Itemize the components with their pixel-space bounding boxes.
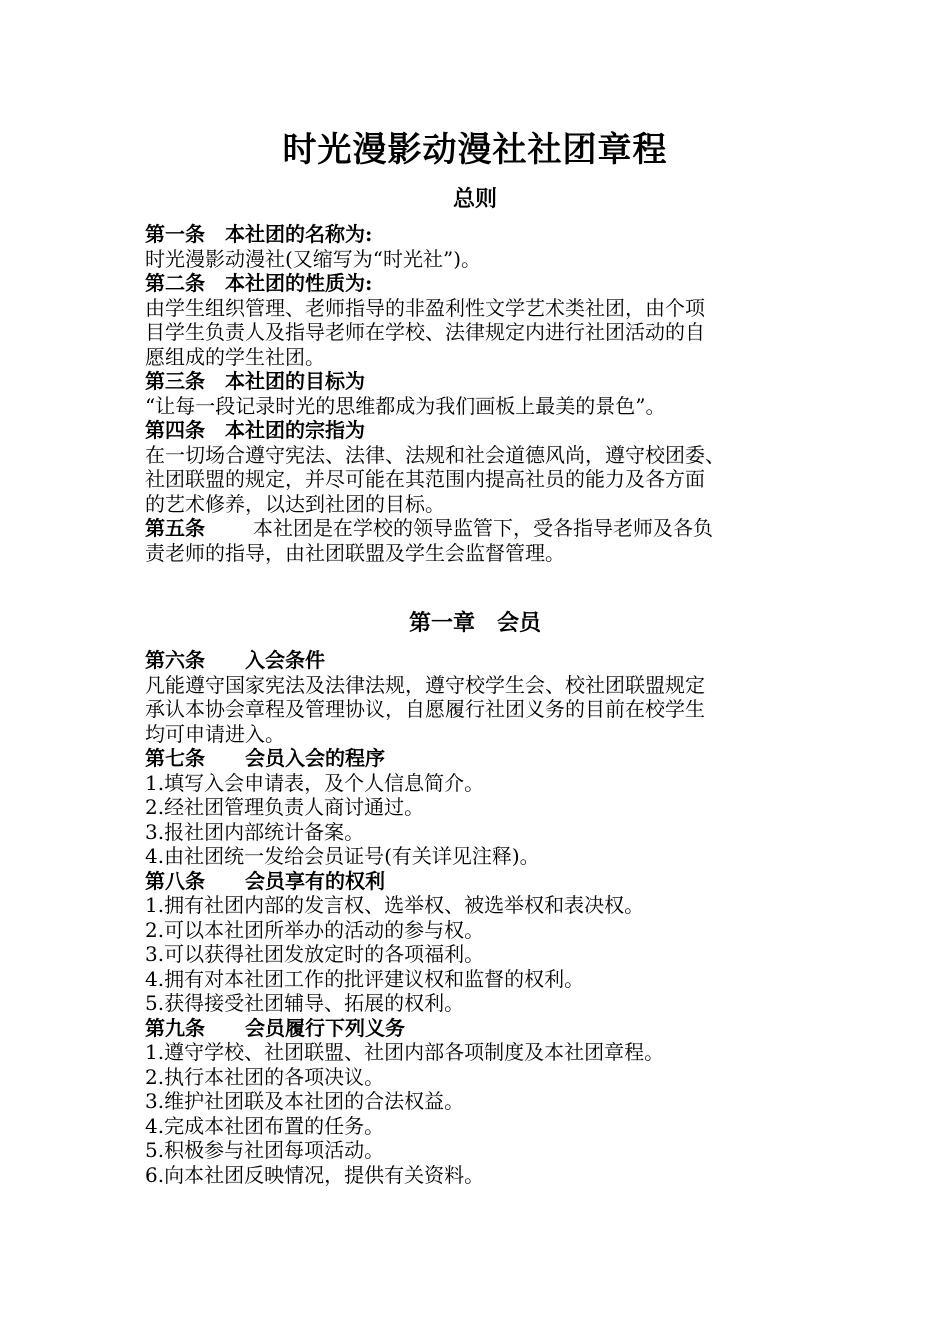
article-5-text: 本社团是在学校的领导监管下，受各指导老师及各负 <box>253 516 713 540</box>
article-2-heading: 第二条 本社团的性质为: <box>145 271 373 295</box>
article-7-heading: 第七条 会员入会的程序 <box>145 746 385 770</box>
article-6-text: 均可申请进入。 <box>145 721 285 746</box>
list-item: 1.遵守学校、社团联盟、社团内部各项制度及本社团章程。 <box>145 1040 665 1064</box>
article-6-text: 凡能遵守国家宪法及法律法规，遵守校学生会、校社团联盟规定 <box>145 672 705 697</box>
list-item: 4.拥有对本社团工作的批评建议权和监督的权利。 <box>145 966 585 991</box>
list-item: 2.可以本社团所举办的活动的参与权。 <box>145 917 485 942</box>
list-item: 3.报社团内部统计备案。 <box>145 819 365 844</box>
article-9-heading: 第九条 会员履行下列义务 <box>145 1015 405 1040</box>
article-2-text: 目学生负责人及指导老师在学校、法律规定内进行社团活动的自 <box>145 320 705 344</box>
list-item: 6.向本社团反映情况，提供有关资料。 <box>145 1162 485 1187</box>
chapter-1-body <box>145 648 810 1187</box>
article-4-heading: 第四条 本社团的宗指为 <box>145 418 365 442</box>
list-item: 3.维护社团联及本社团的合法权益。 <box>145 1089 465 1113</box>
list-item: 2.执行本社团的各项决议。 <box>145 1064 385 1089</box>
document-title: 时光漫影动漫社社团章程 <box>282 130 668 170</box>
list-item: 2.经社团管理负责人商讨通过。 <box>145 795 425 819</box>
list-item: 1.填写入会申请表，及个人信息简介。 <box>145 770 485 795</box>
article-4-text: 社团联盟的规定，并尽可能在其范围内提高社员的能力及各方面 <box>145 467 705 491</box>
article-5-text: 责老师的指导，由社团联盟及学生会监督管理。 <box>145 540 565 565</box>
article-5-line <box>145 516 810 541</box>
article-3-heading: 第三条 本社团的目标为 <box>145 369 365 393</box>
list-item: 4.完成本社团布置的任务。 <box>145 1113 385 1138</box>
list-item: 5.积极参与社团每项活动。 <box>145 1138 385 1162</box>
article-5-heading: 第五条 <box>145 516 205 540</box>
article-1-text: 时光漫影动漫社(又缩写为“时光社”)。 <box>145 246 482 271</box>
article-3-text: “让每一段记录时光的思维都成为我们画板上最美的景色”。 <box>145 393 666 418</box>
list-item: 4.由社团统一发给会员证号(有关详见注释)。 <box>145 844 540 868</box>
article-6-heading: 第六条 入会条件 <box>145 648 325 672</box>
article-6-text: 承认本协会章程及管理协议，自愿履行社团义务的目前在校学生 <box>145 697 705 721</box>
article-4-text: 在一切场合遵守宪法、法律、法规和社会道德风尚，遵守校团委、 <box>145 442 725 467</box>
general-heading: 总则 <box>452 186 497 212</box>
article-4-text: 的艺术修养，以达到社团的目标。 <box>145 491 445 516</box>
article-2-text: 由学生组织管理、老师指导的非盈利性文学艺术类社团，由个项 <box>145 295 705 320</box>
list-item: 3.可以获得社团发放定时的各项福利。 <box>145 942 485 966</box>
article-8-heading: 第八条 会员享有的权利 <box>145 868 385 893</box>
chapter-1-heading: 第一章 会员 <box>408 610 541 636</box>
general-provisions <box>145 222 810 565</box>
list-item: 5.获得接受社团辅导、拓展的权利。 <box>145 991 465 1015</box>
list-item: 1.拥有社团内部的发言权、选举权、被选举权和表决权。 <box>145 893 645 917</box>
article-2-text: 愿组成的学生社团。 <box>145 344 325 369</box>
article-1-heading: 第一条 本社团的名称为: <box>145 222 373 246</box>
